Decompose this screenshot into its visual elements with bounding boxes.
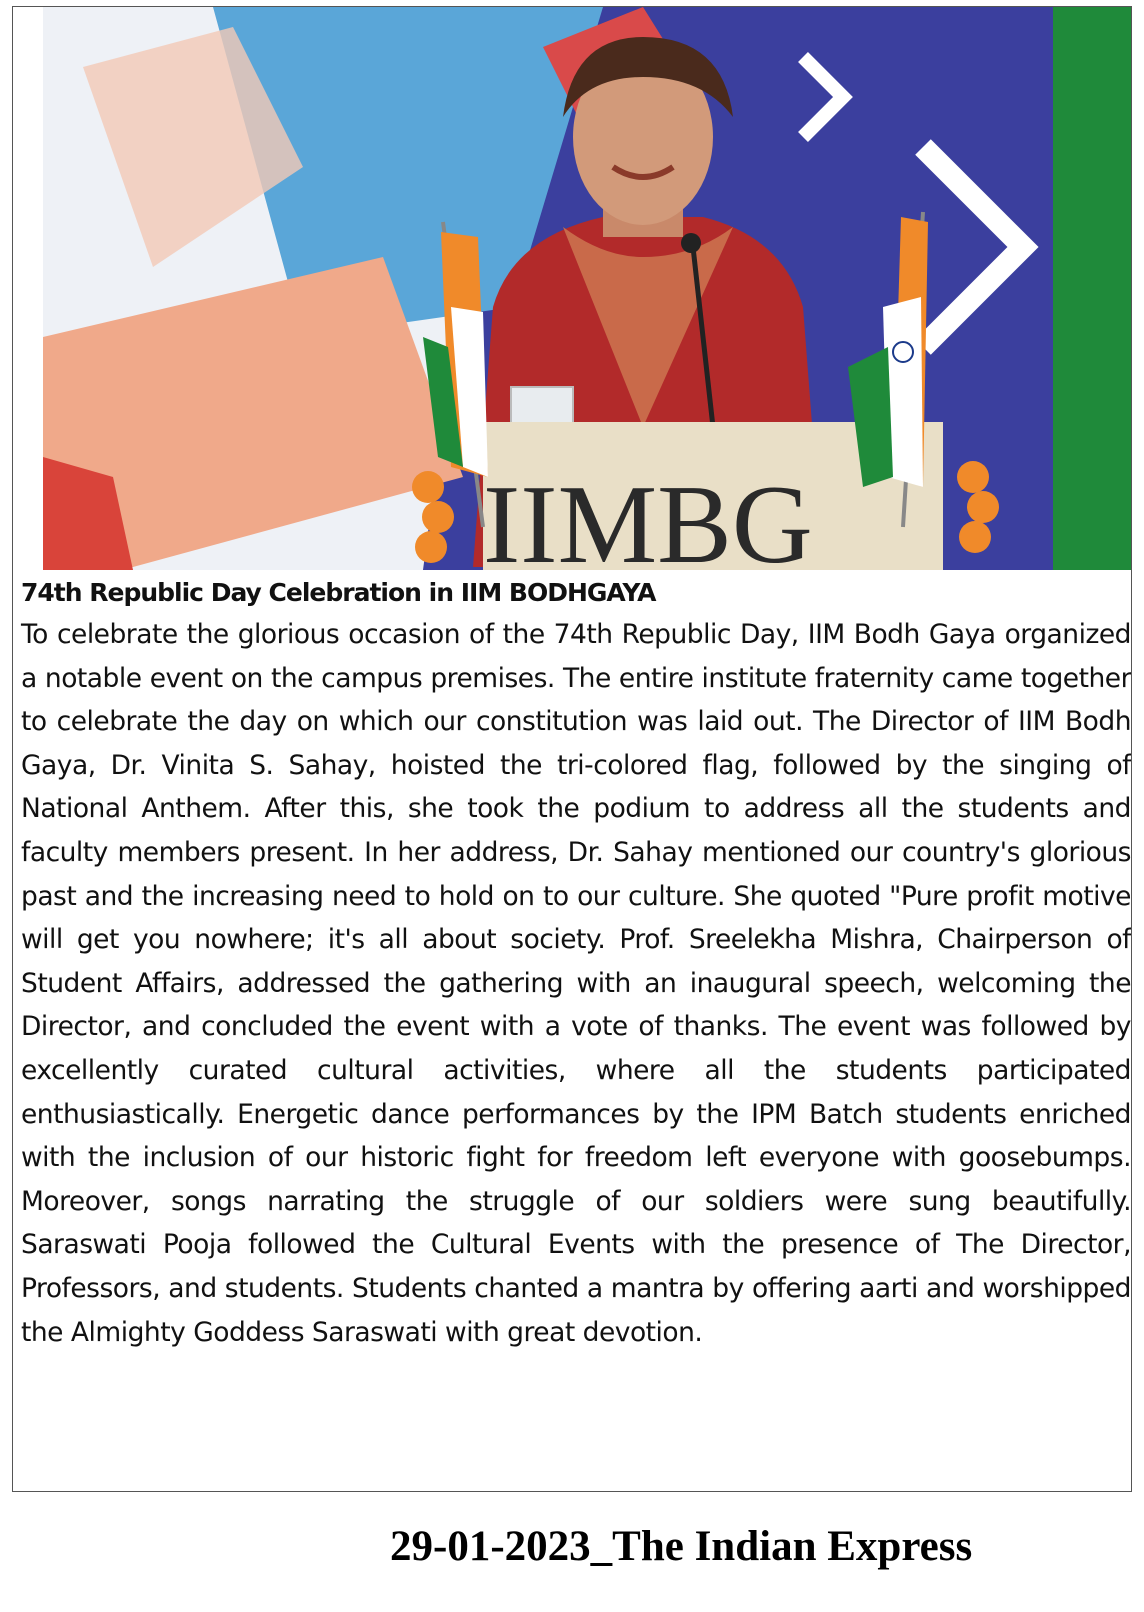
podium-speaker-photo bbox=[43, 7, 1132, 570]
source-caption: 29-01-2023_The Indian Express bbox=[390, 1523, 973, 1570]
article-photo bbox=[43, 7, 1132, 570]
headline: 74th Republic Day Celebration in IIM BODHGAYA bbox=[21, 578, 656, 607]
article-body: To celebrate the glorious occasion of the 74th Republic Day, IIM Bodh Gaya organized a notable event on the campus premises. The entire institute fraternity came together to celebrate the day on which our constitution was laid out. The Director of IIM Bodh Gaya, Dr. Vinita S. Sahay, hoisted the tri-colored flag, followed by the singing of National Anthem. After this, she took the podium to address all the students and faculty members present. In her address, Dr. Sahay mentioned our country's glorious past and the increasing need to hold on to our culture. She quoted "Pure profit motive will get you nowhere; it's all about society. Prof. Sreelekha Mishra, Chairperson of Student Affairs, addressed the gathering with an inaugural speech, welcoming the Director, and concluded the event with a vote of thanks. The event was followed by excellently curated cultural activities, where all the students participated enthusiastically. Energetic dance performances by the IPM Batch students enriched with the inclusion of our historic fight for freedom left everyone with goosebumps. Moreover, songs narrating the struggle of our soldiers were sung beautifully. Saraswati Pooja followed the Cultural Events with the presence of The Director, Professors, and students. Students chanted a mantra by offering aarti and worshipped the Almighty Goddess Saraswati with great devotion. bbox=[21, 619, 1131, 1348]
podium-text: IIMBG bbox=[483, 463, 813, 570]
news-clipping bbox=[12, 6, 1132, 1492]
